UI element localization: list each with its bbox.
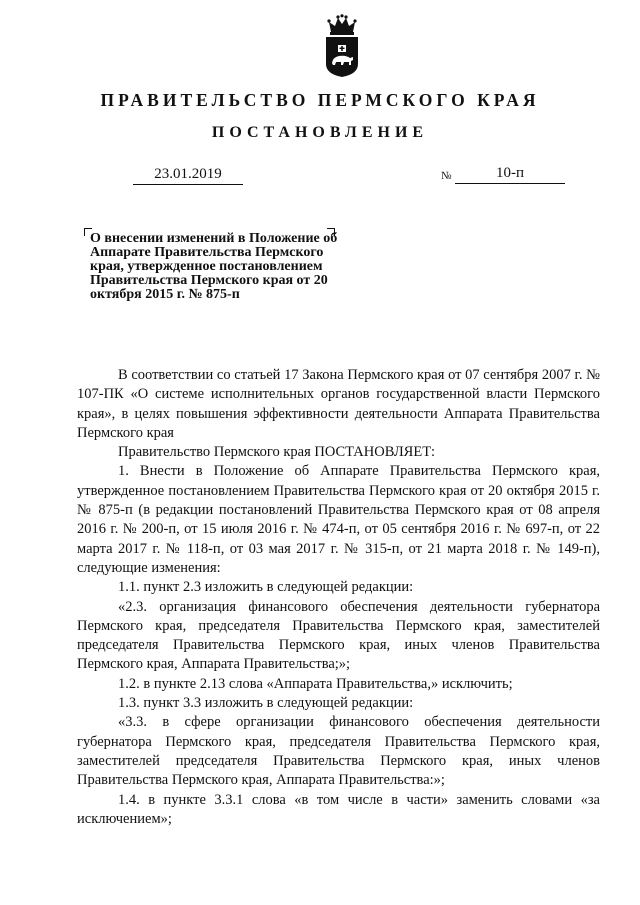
paragraph: 1. Внести в Положение об Аппарате Правительства Пермского края, утвержденное постановлением Правительства Пермского края от 20 октября 2015 г. № 875-п (в редакции постановлений Правительства Пермского края от 08 апреля 2016 г. № 200-п, от 15 июля 2016 г. № 474-п, от 05 сентября 2016 г. № 697-п, от 22 марта 2017 г. № 118-п, от 03 мая 2017 г. № 315-п, от 21 марта 2018 г. № 149-п), следующие изменения: <box>77 463 600 576</box>
coat-of-arms-icon <box>322 14 362 78</box>
document-type: ПОСТАНОВЛЕНИЕ <box>211 124 429 141</box>
paragraph: 1.4. в пункте 3.3.1 слова «в том числе в части» заменить словами «за исключением»; <box>77 791 600 827</box>
paragraph: «2.3. организация финансового обеспечения деятельности губернатора Пермского края, председателя Правительства Пермского края, заместителей председателя Правительства Пермского края, иных членов Правительства Пермского края, Аппарата Правительства;»; <box>77 598 600 673</box>
paragraph: 1.3. пункт 3.3 изложить в следующей редакции: <box>118 695 414 712</box>
government-title: ПРАВИТЕЛЬСТВО ПЕРМСКОГО КРАЯ <box>100 90 540 110</box>
paragraph: «3.3. в сфере организации финансового обеспечения деятельности губернатора Пермского края, председателя Правительства Пермского края, заместителей председателя Правительства Пермского края, иных членов Правительства Пермского края, Аппарата Правительства:»; <box>77 714 600 789</box>
number-sign: № <box>441 170 452 182</box>
paragraph: В соответствии со статьей 17 Закона Пермского края от 07 сентября 2007 г. № 107-ПК «О системе исполнительных органов государственной власти Пермского края», в целях повышения эффективности деятельности Аппарата Правительства Пермского края <box>77 367 600 441</box>
paragraph: 1.1. пункт 2.3 изложить в следующей редакции: <box>118 579 414 596</box>
document-date: 23.01.2019 <box>133 164 243 185</box>
document-number: 10-п <box>455 163 565 184</box>
document-body <box>77 366 600 829</box>
document-subject: О внесении изменений в Положение об Аппарате Правительства Пермского края, утвержденное постановлением Правительства Пермского края от 20 октября 2015 г. № 875-п <box>90 231 338 302</box>
paragraph: 1.2. в пункте 2.13 слова «Аппарата Правительства,» исключить; <box>118 675 513 692</box>
paragraph: Правительство Пермского края ПОСТАНОВЛЯЕТ: <box>118 444 436 461</box>
